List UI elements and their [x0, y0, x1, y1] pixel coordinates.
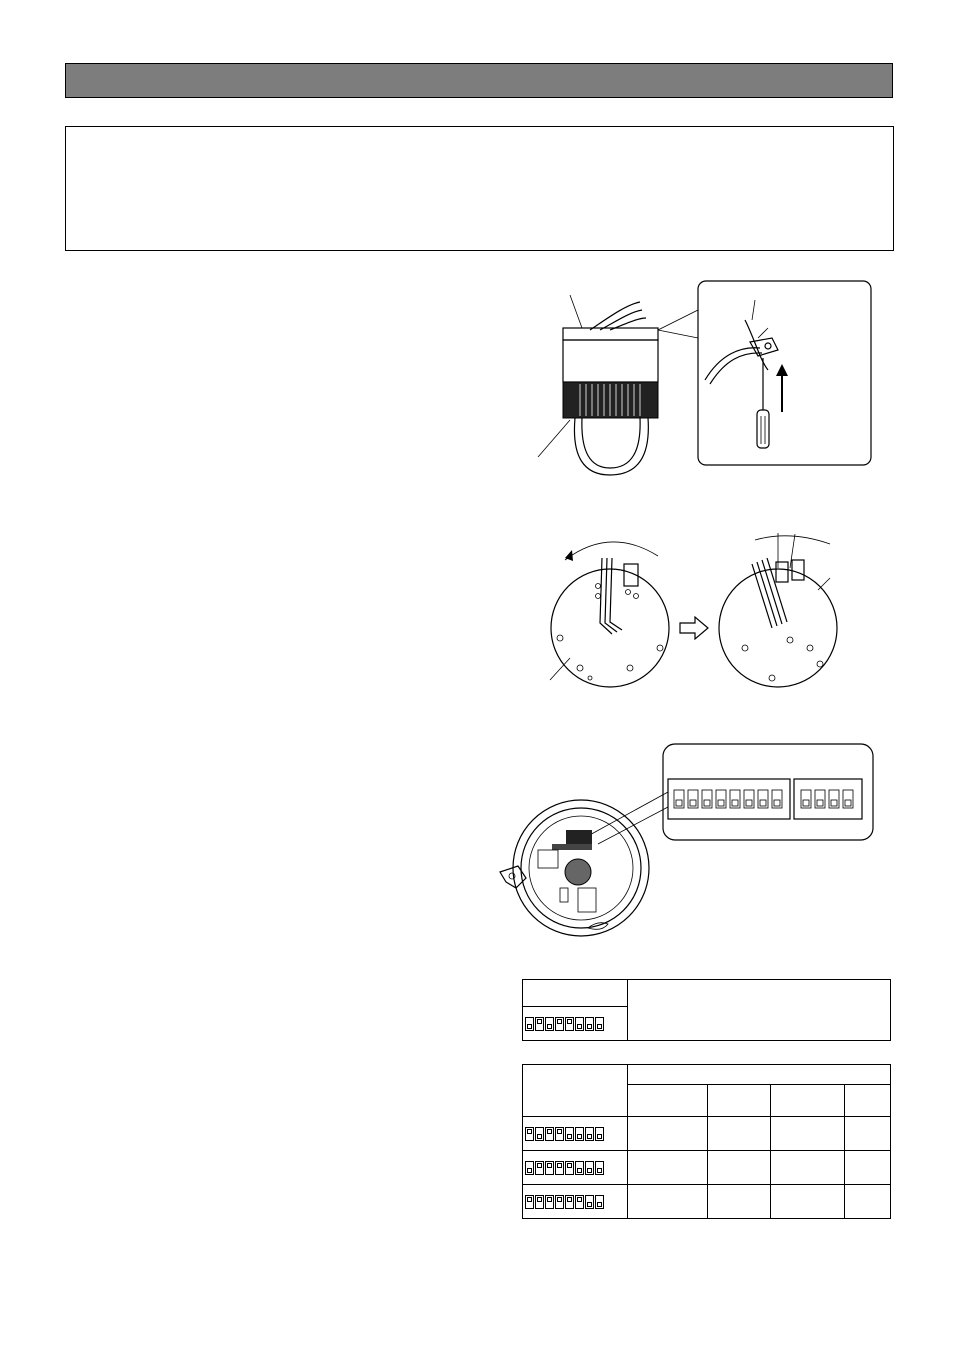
- dip-switch-knob: [547, 1163, 552, 1168]
- dip-switch-knob: [577, 1168, 582, 1173]
- dip-setting-table-1: [522, 979, 891, 1041]
- dip-switch: [575, 1127, 584, 1141]
- dip-switch: [565, 1017, 574, 1031]
- dip-switch-knob: [557, 1197, 562, 1202]
- table2-cell: [845, 1117, 891, 1151]
- table2-cell: [628, 1185, 708, 1219]
- table2-column-header: [628, 1085, 708, 1117]
- dip-switch-knob: [567, 1197, 572, 1202]
- dip-switch-knob: [587, 1168, 592, 1173]
- dip-switch-knob: [537, 1197, 542, 1202]
- dip-switch-knob: [567, 1163, 572, 1168]
- dip-switch: [535, 1161, 544, 1175]
- dip-switch: [545, 1161, 554, 1175]
- dip-setting-table-2: [522, 1064, 891, 1219]
- dip-switch: [595, 1127, 604, 1141]
- table-row: [523, 1151, 891, 1185]
- dip-switch-knob: [537, 1019, 542, 1024]
- dip-switch: [535, 1195, 544, 1209]
- table2-cell: [845, 1151, 891, 1185]
- table2-dip-cell: [523, 1151, 628, 1185]
- dip-switch: [545, 1017, 554, 1031]
- dip-switch: [535, 1127, 544, 1141]
- table1-header: [523, 980, 628, 1007]
- dip-switch: [595, 1161, 604, 1175]
- dip-switch-knob: [527, 1168, 532, 1173]
- table2-cell: [628, 1151, 708, 1185]
- table2-column-header: [845, 1085, 891, 1117]
- dip-switch: [555, 1195, 564, 1209]
- table2-cell: [708, 1117, 771, 1151]
- dip-switch: [585, 1017, 594, 1031]
- dip-switch-knob: [597, 1134, 602, 1139]
- dip-switch: [555, 1127, 564, 1141]
- table2-cell: [771, 1117, 845, 1151]
- table2-column-header: [708, 1085, 771, 1117]
- dip-switch-knob: [577, 1134, 582, 1139]
- dip-switch-knob: [587, 1202, 592, 1207]
- dip-switch-knob: [597, 1168, 602, 1173]
- table2-column-header: [771, 1085, 845, 1117]
- dip-switch-location-illustration: [498, 742, 878, 942]
- table-row: [523, 1185, 891, 1219]
- dip-switch-knob: [557, 1019, 562, 1024]
- table2-header: [523, 1065, 628, 1117]
- dip-switch-knob: [597, 1024, 602, 1029]
- dip-switch-knob: [527, 1197, 532, 1202]
- dip-switch: [545, 1195, 554, 1209]
- dip-switch: [525, 1161, 534, 1175]
- dip-switch-knob: [557, 1163, 562, 1168]
- dip-switch: [565, 1161, 574, 1175]
- table1-description: [628, 980, 891, 1041]
- dip-switch: [555, 1017, 564, 1031]
- dip-switch-knob: [557, 1129, 562, 1134]
- section-title-bar: [65, 63, 893, 98]
- dip-switch: [525, 1195, 534, 1209]
- dip-switch-knob: [597, 1202, 602, 1207]
- dip-switch-knob: [527, 1129, 532, 1134]
- dip-switch-knob: [547, 1197, 552, 1202]
- dip-switch: [585, 1127, 594, 1141]
- dip-switch-knob: [567, 1019, 572, 1024]
- dip-switch-knob: [527, 1024, 532, 1029]
- table2-cell: [771, 1185, 845, 1219]
- notice-box: [65, 126, 894, 251]
- dip-switch: [575, 1195, 584, 1209]
- dip-switch-knob: [587, 1024, 592, 1029]
- table-row: [523, 1117, 891, 1151]
- table1-dip-cell: [523, 1007, 628, 1041]
- dip-switch-knob: [577, 1024, 582, 1029]
- dip-switch: [595, 1017, 604, 1031]
- dip-switch: [585, 1161, 594, 1175]
- table2-cell: [628, 1117, 708, 1151]
- dip-switch: [545, 1127, 554, 1141]
- dip-switch-group: [523, 1017, 627, 1031]
- table2-cell: [771, 1151, 845, 1185]
- dip-switch-knob: [587, 1134, 592, 1139]
- dip-switch: [525, 1017, 534, 1031]
- dip-switch: [585, 1195, 594, 1209]
- dip-switch: [575, 1161, 584, 1175]
- dip-switch: [565, 1127, 574, 1141]
- dip-switch-knob: [577, 1197, 582, 1202]
- dip-switch-knob: [537, 1163, 542, 1168]
- table2-cell: [845, 1185, 891, 1219]
- dip-switch-group: [523, 1127, 627, 1141]
- table2-group-header: [628, 1065, 891, 1085]
- base-rotation-illustration: [540, 528, 850, 698]
- dip-switch: [565, 1195, 574, 1209]
- dip-switch-knob: [537, 1134, 542, 1139]
- dip-switch-knob: [547, 1024, 552, 1029]
- dip-switch-knob: [547, 1129, 552, 1134]
- table2-dip-cell: [523, 1117, 628, 1151]
- dip-switch: [595, 1195, 604, 1209]
- dip-switch: [575, 1017, 584, 1031]
- dip-switch-knob: [567, 1134, 572, 1139]
- camera-unit-illustration: [530, 280, 875, 480]
- table2-dip-cell: [523, 1185, 628, 1219]
- dip-switch: [555, 1161, 564, 1175]
- dip-switch: [535, 1017, 544, 1031]
- table2-cell: [708, 1151, 771, 1185]
- dip-switch-group: [523, 1161, 627, 1175]
- table2-cell: [708, 1185, 771, 1219]
- dip-switch-group: [523, 1195, 627, 1209]
- dip-switch: [525, 1127, 534, 1141]
